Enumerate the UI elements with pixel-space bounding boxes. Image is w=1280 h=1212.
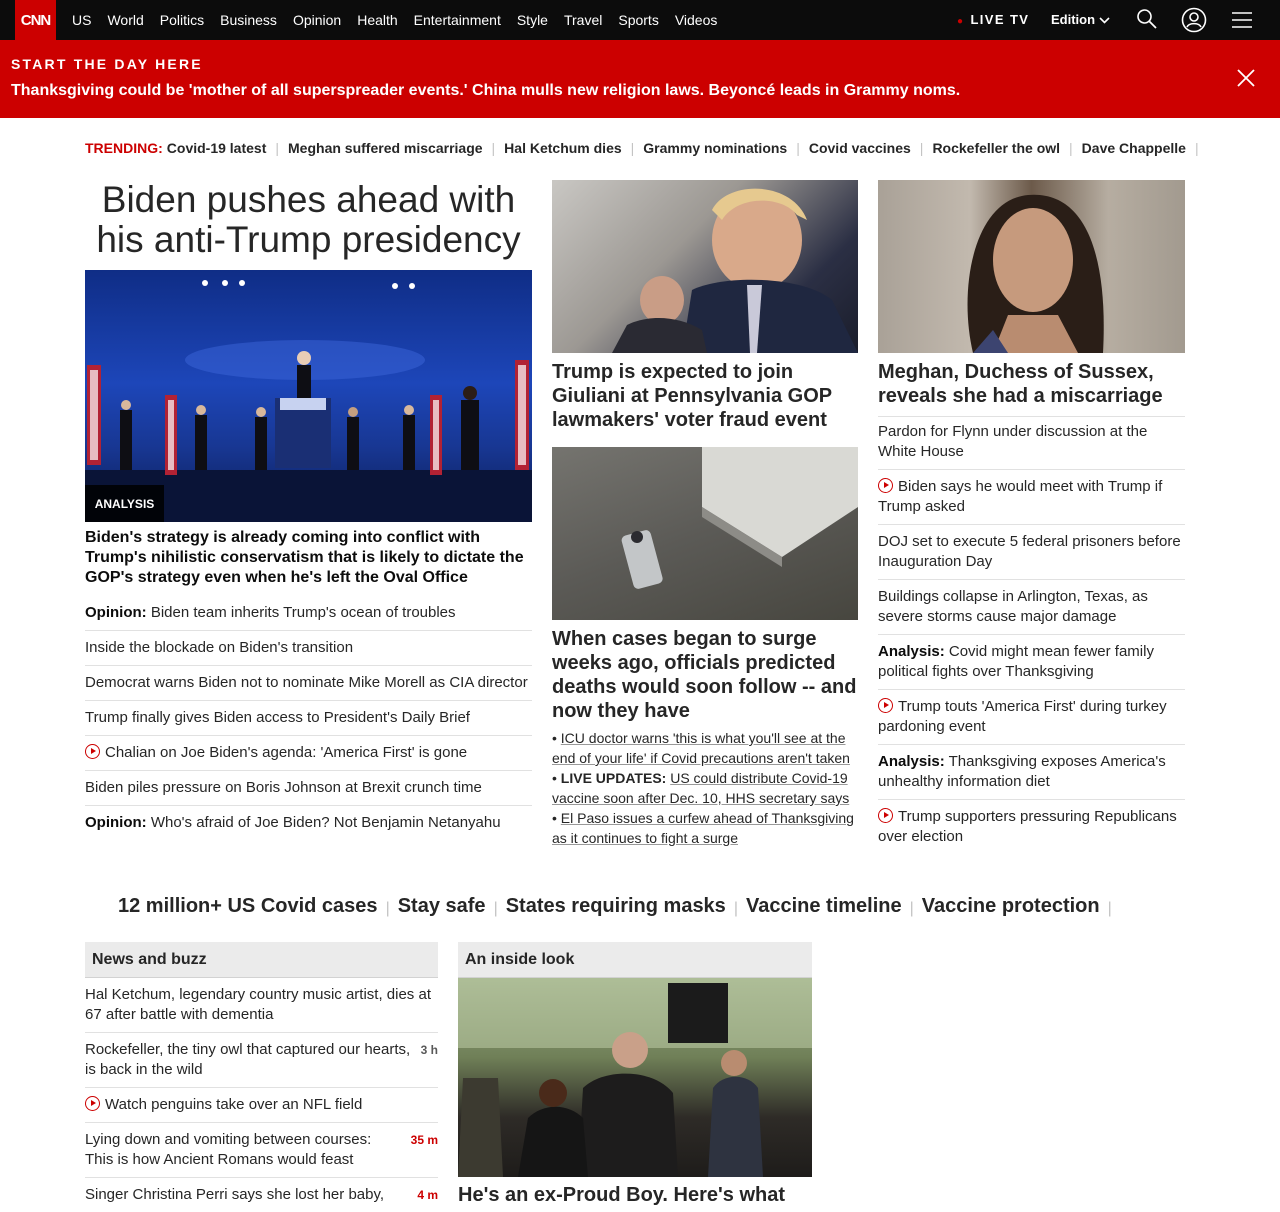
trending-item[interactable]: Rockefeller the owl bbox=[932, 140, 1061, 156]
nav-link-sports[interactable]: Sports bbox=[618, 12, 659, 28]
trending-bar bbox=[85, 140, 1208, 156]
item-label-prefix: Opinion: bbox=[85, 604, 147, 621]
meghan-headline[interactable]: Meghan, Duchess of Sussex, reveals she had a miscarriage bbox=[878, 360, 1185, 417]
item-text: Inside the blockade on Biden's transition bbox=[85, 639, 354, 656]
edition-selector[interactable] bbox=[1051, 12, 1110, 27]
list-item[interactable] bbox=[878, 800, 1185, 854]
inside-look-headline[interactable]: He's an ex-Proud Boy. Here's what bbox=[458, 1184, 786, 1206]
nav-link-opinion[interactable]: Opinion bbox=[292, 12, 342, 28]
trump-image-illustration bbox=[552, 180, 858, 353]
nav-link-politics[interactable]: Politics bbox=[159, 12, 205, 28]
account-icon[interactable] bbox=[1181, 7, 1207, 33]
covid-deaths-headline[interactable]: When cases began to surge weeks ago, officials predicted deaths would soon follow -- and now they have bbox=[552, 628, 857, 722]
nav-link-us[interactable]: US bbox=[72, 12, 92, 28]
item-text: Who's afraid of Joe Biden? Not Benjamin Netanyahu bbox=[150, 814, 501, 831]
lead-related-list bbox=[85, 596, 532, 840]
list-item[interactable] bbox=[85, 631, 532, 666]
cnn-logo[interactable]: CNN bbox=[15, 0, 56, 40]
item-text: Hal Ketchum, legendary country music artist, dies at 67 after battle with dementia bbox=[85, 986, 431, 1023]
bullet-item[interactable]: • El Paso issues a curfew ahead of Thanksgiving as it continues to fight a surge bbox=[552, 810, 854, 846]
inside-look-header: An inside look bbox=[458, 942, 812, 978]
item-text: Covid might mean fewer family political fights over Thanksgiving bbox=[878, 643, 1154, 680]
list-item[interactable] bbox=[85, 978, 438, 1033]
trump-giuliani-headline[interactable]: Trump is expected to join Giuliani at Pennsylvania GOP lawmakers' voter fraud event bbox=[552, 361, 832, 431]
trending-item[interactable]: Dave Chappelle bbox=[1081, 140, 1186, 156]
search-icon[interactable] bbox=[1136, 8, 1158, 30]
covid-separator: | bbox=[385, 900, 390, 917]
list-item[interactable] bbox=[85, 1123, 438, 1178]
trending-separator: | bbox=[796, 140, 800, 156]
item-text: DOJ set to execute 5 federal prisoners before Inauguration Day bbox=[878, 533, 1181, 570]
covid-link[interactable]: Vaccine protection bbox=[921, 895, 1100, 917]
bullet-item[interactable]: • ICU doctor warns 'this is what you'll see at the end of your life' if Covid precautions aren't taken bbox=[552, 730, 850, 766]
item-text: Biden team inherits Trump's ocean of troubles bbox=[150, 604, 456, 621]
item-text: Democrat warns Biden not to nominate Mike Morell as CIA director bbox=[85, 674, 528, 691]
live-tv-link[interactable] bbox=[957, 12, 1029, 27]
bullet-text: El Paso issues a curfew ahead of Thanksgiving as it continues to fight a surge bbox=[552, 810, 854, 846]
inside-look-image[interactable] bbox=[458, 978, 812, 1177]
trending-separator: | bbox=[919, 140, 924, 156]
close-icon[interactable] bbox=[1236, 68, 1256, 88]
banner-text[interactable]: Thanksgiving could be 'mother of all superspreader events.' China mulls new religion laws. Beyoncé leads in Grammy noms. bbox=[11, 82, 961, 99]
covid-link[interactable]: 12 million+ US Covid cases bbox=[118, 895, 378, 917]
item-text: Trump touts 'America First' during turkey pardoning event bbox=[878, 698, 1167, 735]
covid-separator: | bbox=[909, 900, 914, 917]
chevron-down-icon bbox=[1099, 17, 1110, 24]
truck-image-illustration bbox=[552, 447, 858, 620]
covid-link[interactable]: Vaccine timeline bbox=[745, 895, 902, 917]
covid-links-strip bbox=[118, 895, 1120, 923]
list-item[interactable] bbox=[85, 1088, 438, 1123]
analysis-badge: ANALYSIS bbox=[85, 485, 164, 522]
trending-item[interactable]: Covid-19 latest bbox=[166, 140, 267, 156]
live-dot-icon: ● bbox=[957, 16, 965, 27]
play-video-icon bbox=[878, 698, 893, 713]
lead-headline[interactable]: Biden pushes ahead with his anti-Trump presidency bbox=[96, 179, 521, 260]
item-label-prefix: Analysis: bbox=[878, 643, 945, 660]
item-text: Rockefeller, the tiny owl that captured our hearts, is back in the wild bbox=[85, 1041, 411, 1078]
covid-bullets bbox=[552, 728, 858, 848]
meghan-image[interactable] bbox=[878, 180, 1185, 353]
covid-separator: | bbox=[493, 900, 498, 917]
covid-link[interactable]: Stay safe bbox=[397, 895, 486, 917]
item-text: Watch penguins take over an NFL field bbox=[105, 1096, 363, 1113]
banner-title: START THE DAY HERE bbox=[11, 56, 203, 72]
list-item[interactable] bbox=[85, 701, 532, 736]
lead-description[interactable]: Biden's strategy is already coming into conflict with Trump's nihilistic conservatism that is likely to dictate the GOP's strategy even when he's left the Oval Office bbox=[85, 529, 524, 586]
play-video-icon bbox=[85, 744, 100, 759]
live-tv-label: LIVE TV bbox=[970, 12, 1030, 27]
covid-deaths-image[interactable] bbox=[552, 447, 858, 620]
list-item[interactable] bbox=[878, 415, 1185, 470]
bullet-text: US could distribute Covid-19 vaccine soon after Dec. 10, HHS secretary says bbox=[552, 770, 850, 806]
item-text: Thanksgiving exposes America's unhealthy information diet bbox=[878, 753, 1166, 790]
covid-separator: | bbox=[733, 900, 738, 917]
list-item[interactable] bbox=[85, 596, 532, 631]
trump-giuliani-image[interactable] bbox=[552, 180, 858, 353]
proud-boy-image-illustration bbox=[458, 978, 812, 1177]
trending-item[interactable]: Grammy nominations bbox=[643, 140, 788, 156]
list-item[interactable] bbox=[85, 1033, 438, 1088]
list-item[interactable] bbox=[85, 806, 532, 840]
play-video-icon bbox=[878, 478, 893, 493]
nav-links bbox=[72, 0, 733, 40]
covid-link[interactable]: States requiring masks bbox=[505, 895, 726, 917]
trending-item[interactable]: Covid vaccines bbox=[808, 140, 911, 156]
item-text: Biden says he would meet with Trump if Trump asked bbox=[878, 478, 1163, 515]
list-item[interactable] bbox=[878, 525, 1185, 580]
list-item[interactable] bbox=[878, 690, 1185, 745]
list-item[interactable] bbox=[85, 771, 532, 806]
play-video-icon bbox=[878, 808, 893, 823]
col3-story-list bbox=[878, 415, 1185, 854]
trending-label: TRENDING: bbox=[85, 140, 163, 156]
list-item[interactable] bbox=[85, 1178, 438, 1212]
top-nav bbox=[0, 0, 1280, 40]
list-item[interactable] bbox=[878, 580, 1185, 635]
nav-link-health[interactable]: Health bbox=[357, 12, 398, 28]
timestamp: 35 m bbox=[410, 1133, 438, 1147]
trending-item[interactable]: Hal Ketchum dies bbox=[504, 140, 622, 156]
trending-separator: | bbox=[1194, 140, 1199, 156]
nav-link-business[interactable]: Business bbox=[220, 12, 277, 28]
item-text: Singer Christina Perri says she lost her baby, bbox=[85, 1186, 385, 1203]
item-text: Lying down and vomiting between courses: This is how Ancient Romans would feast bbox=[85, 1131, 372, 1168]
bullet-prefix: LIVE UPDATES: bbox=[560, 770, 667, 786]
item-text: Trump supporters pressuring Republicans over election bbox=[878, 808, 1177, 845]
list-item[interactable] bbox=[85, 666, 532, 701]
timestamp: 4 m bbox=[417, 1188, 438, 1202]
menu-icon[interactable] bbox=[1232, 11, 1252, 29]
play-video-icon bbox=[85, 1096, 100, 1111]
trending-separator: | bbox=[275, 140, 280, 156]
news-buzz-header: News and buzz bbox=[85, 942, 438, 978]
nav-link-world[interactable]: World bbox=[107, 12, 144, 28]
list-item[interactable] bbox=[878, 470, 1185, 525]
edition-label: Edition bbox=[1051, 12, 1096, 27]
item-label-prefix: Opinion: bbox=[85, 814, 147, 831]
list-item[interactable] bbox=[85, 736, 532, 771]
timestamp: 3 h bbox=[420, 1043, 438, 1057]
item-label-prefix: Analysis: bbox=[878, 753, 945, 770]
list-item[interactable] bbox=[878, 745, 1185, 800]
nav-link-entertainment[interactable]: Entertainment bbox=[413, 12, 501, 28]
item-text: Chalian on Joe Biden's agenda: 'America First' is gone bbox=[105, 744, 468, 761]
item-text: Trump finally gives Biden access to President's Daily Brief bbox=[85, 709, 470, 726]
item-text: Pardon for Flynn under discussion at the White House bbox=[878, 423, 1148, 460]
bullet-text: ICU doctor warns 'this is what you'll see at the end of your life' if Covid precautions aren't taken bbox=[552, 730, 850, 766]
item-text: Buildings collapse in Arlington, Texas, as severe storms cause major damage bbox=[878, 588, 1148, 625]
list-item[interactable] bbox=[878, 635, 1185, 690]
nav-link-travel[interactable]: Travel bbox=[563, 12, 603, 28]
trending-separator: | bbox=[630, 140, 635, 156]
nav-link-videos[interactable]: Videos bbox=[674, 12, 718, 28]
trending-item[interactable]: Meghan suffered miscarriage bbox=[288, 140, 483, 156]
nav-link-style[interactable]: Style bbox=[516, 12, 548, 28]
meghan-image-illustration bbox=[878, 180, 1185, 353]
trending-separator: | bbox=[491, 140, 496, 156]
start-the-day-banner[interactable] bbox=[0, 40, 1280, 118]
news-buzz-list bbox=[85, 978, 438, 1212]
item-text: Biden piles pressure on Boris Johnson at Brexit crunch time bbox=[85, 779, 482, 796]
covid-separator: | bbox=[1107, 900, 1112, 917]
bullet-item[interactable]: • LIVE UPDATES: US could distribute Covid-19 vaccine soon after Dec. 10, HHS secretary says bbox=[552, 770, 850, 806]
trending-separator: | bbox=[1069, 140, 1073, 156]
